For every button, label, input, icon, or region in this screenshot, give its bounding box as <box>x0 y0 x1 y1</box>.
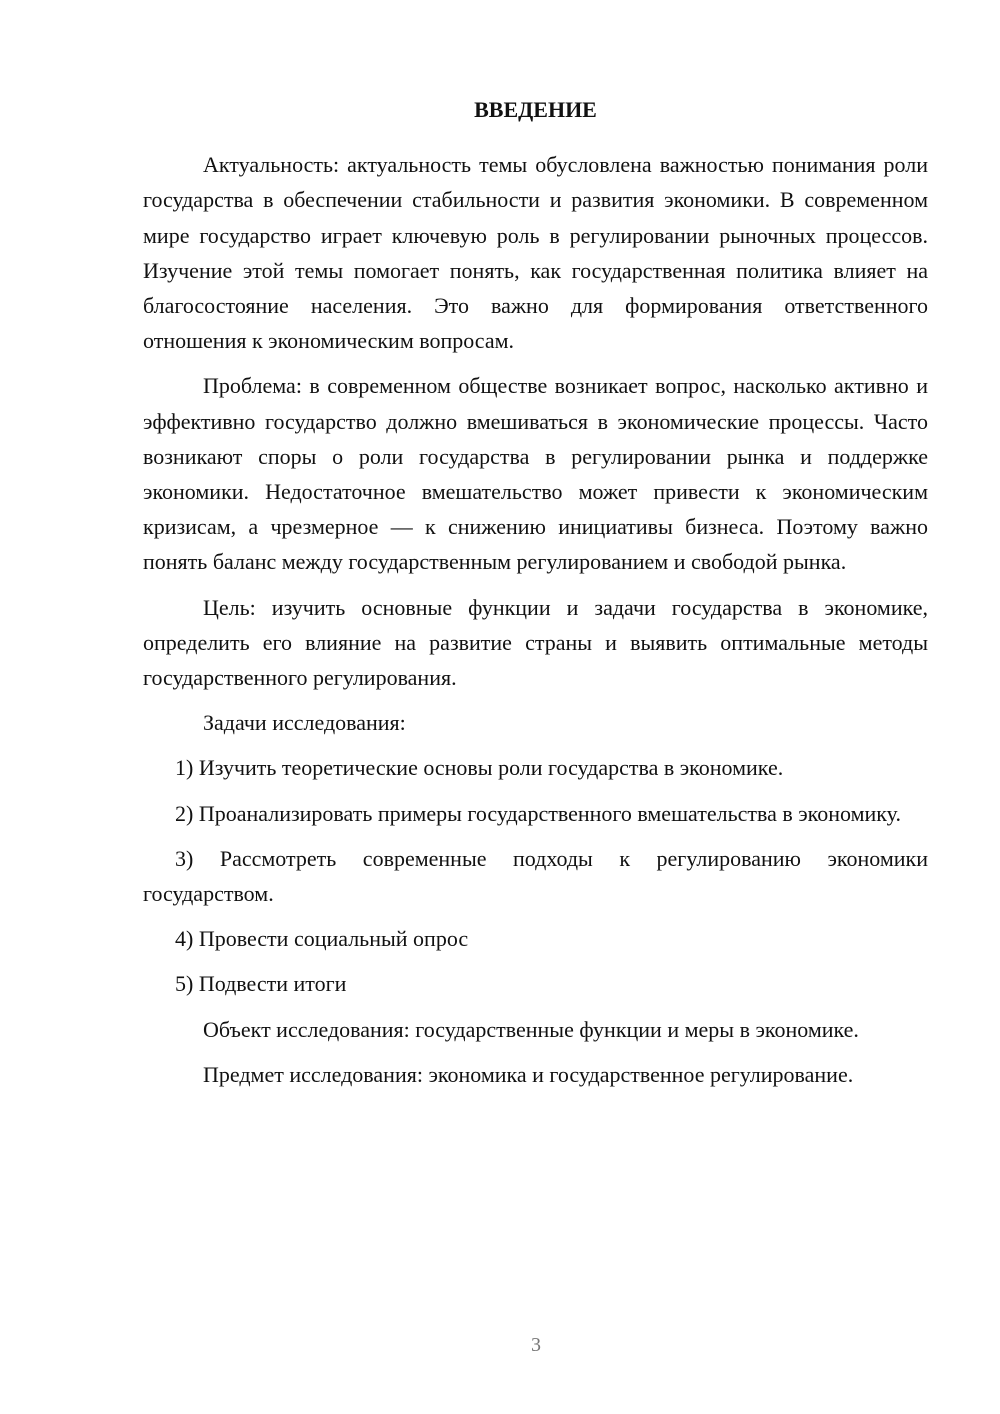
task-item-4: 4) Провести социальный опрос <box>175 926 469 952</box>
paragraph-relevance: Актуальность: актуальность темы обусловлена важностью понимания роли государства в обеспечении стабильности и развития экономики. В современном мире государство играет ключевую роль в регулировании рыночных процессов. Изучение этой темы помогает понять, как государственная политика влияет на благосостояние населения. Это важно для формирования ответственного отношения к экономическим вопросам. <box>143 152 928 354</box>
paragraph-tasks-heading: Задачи исследования: <box>203 710 406 736</box>
page-number: 3 <box>531 1334 541 1356</box>
task-item-1: 1) Изучить теоретические основы роли государства в экономике. <box>175 755 784 781</box>
task-item-5: 5) Подвести итоги <box>175 971 347 997</box>
page-content <box>143 92 928 1102</box>
paragraph-problem: Проблема: в современном обществе возникает вопрос, насколько активно и эффективно государство должно вмешиваться в экономические процессы. Часто возникают споры о роли государства в регулировании рынка и поддержке экономики. Недостаточное вмешательство может привести к экономическим кризисам, а чрезмерное — к снижению инициативы бизнеса. Поэтому важно понять баланс между государственным регулированием и свободой рынка. <box>143 373 928 575</box>
task-item-3: 3) Рассмотреть современные подходы к регулированию экономики государством. <box>143 845 928 907</box>
page-title: ВВЕДЕНИЕ <box>474 97 597 122</box>
paragraph-goal: Цель: изучить основные функции и задачи государства в экономике, определить его влияние на развитие страны и выявить оптимальные методы государственного регулирования. <box>143 594 928 691</box>
task-item-2: 2) Проанализировать примеры государственного вмешательства в экономику. <box>175 800 901 826</box>
paragraph-subject: Предмет исследования: экономика и государственное регулирование. <box>203 1061 854 1087</box>
paragraph-object: Объект исследования: государственные функции и меры в экономике. <box>203 1016 859 1042</box>
